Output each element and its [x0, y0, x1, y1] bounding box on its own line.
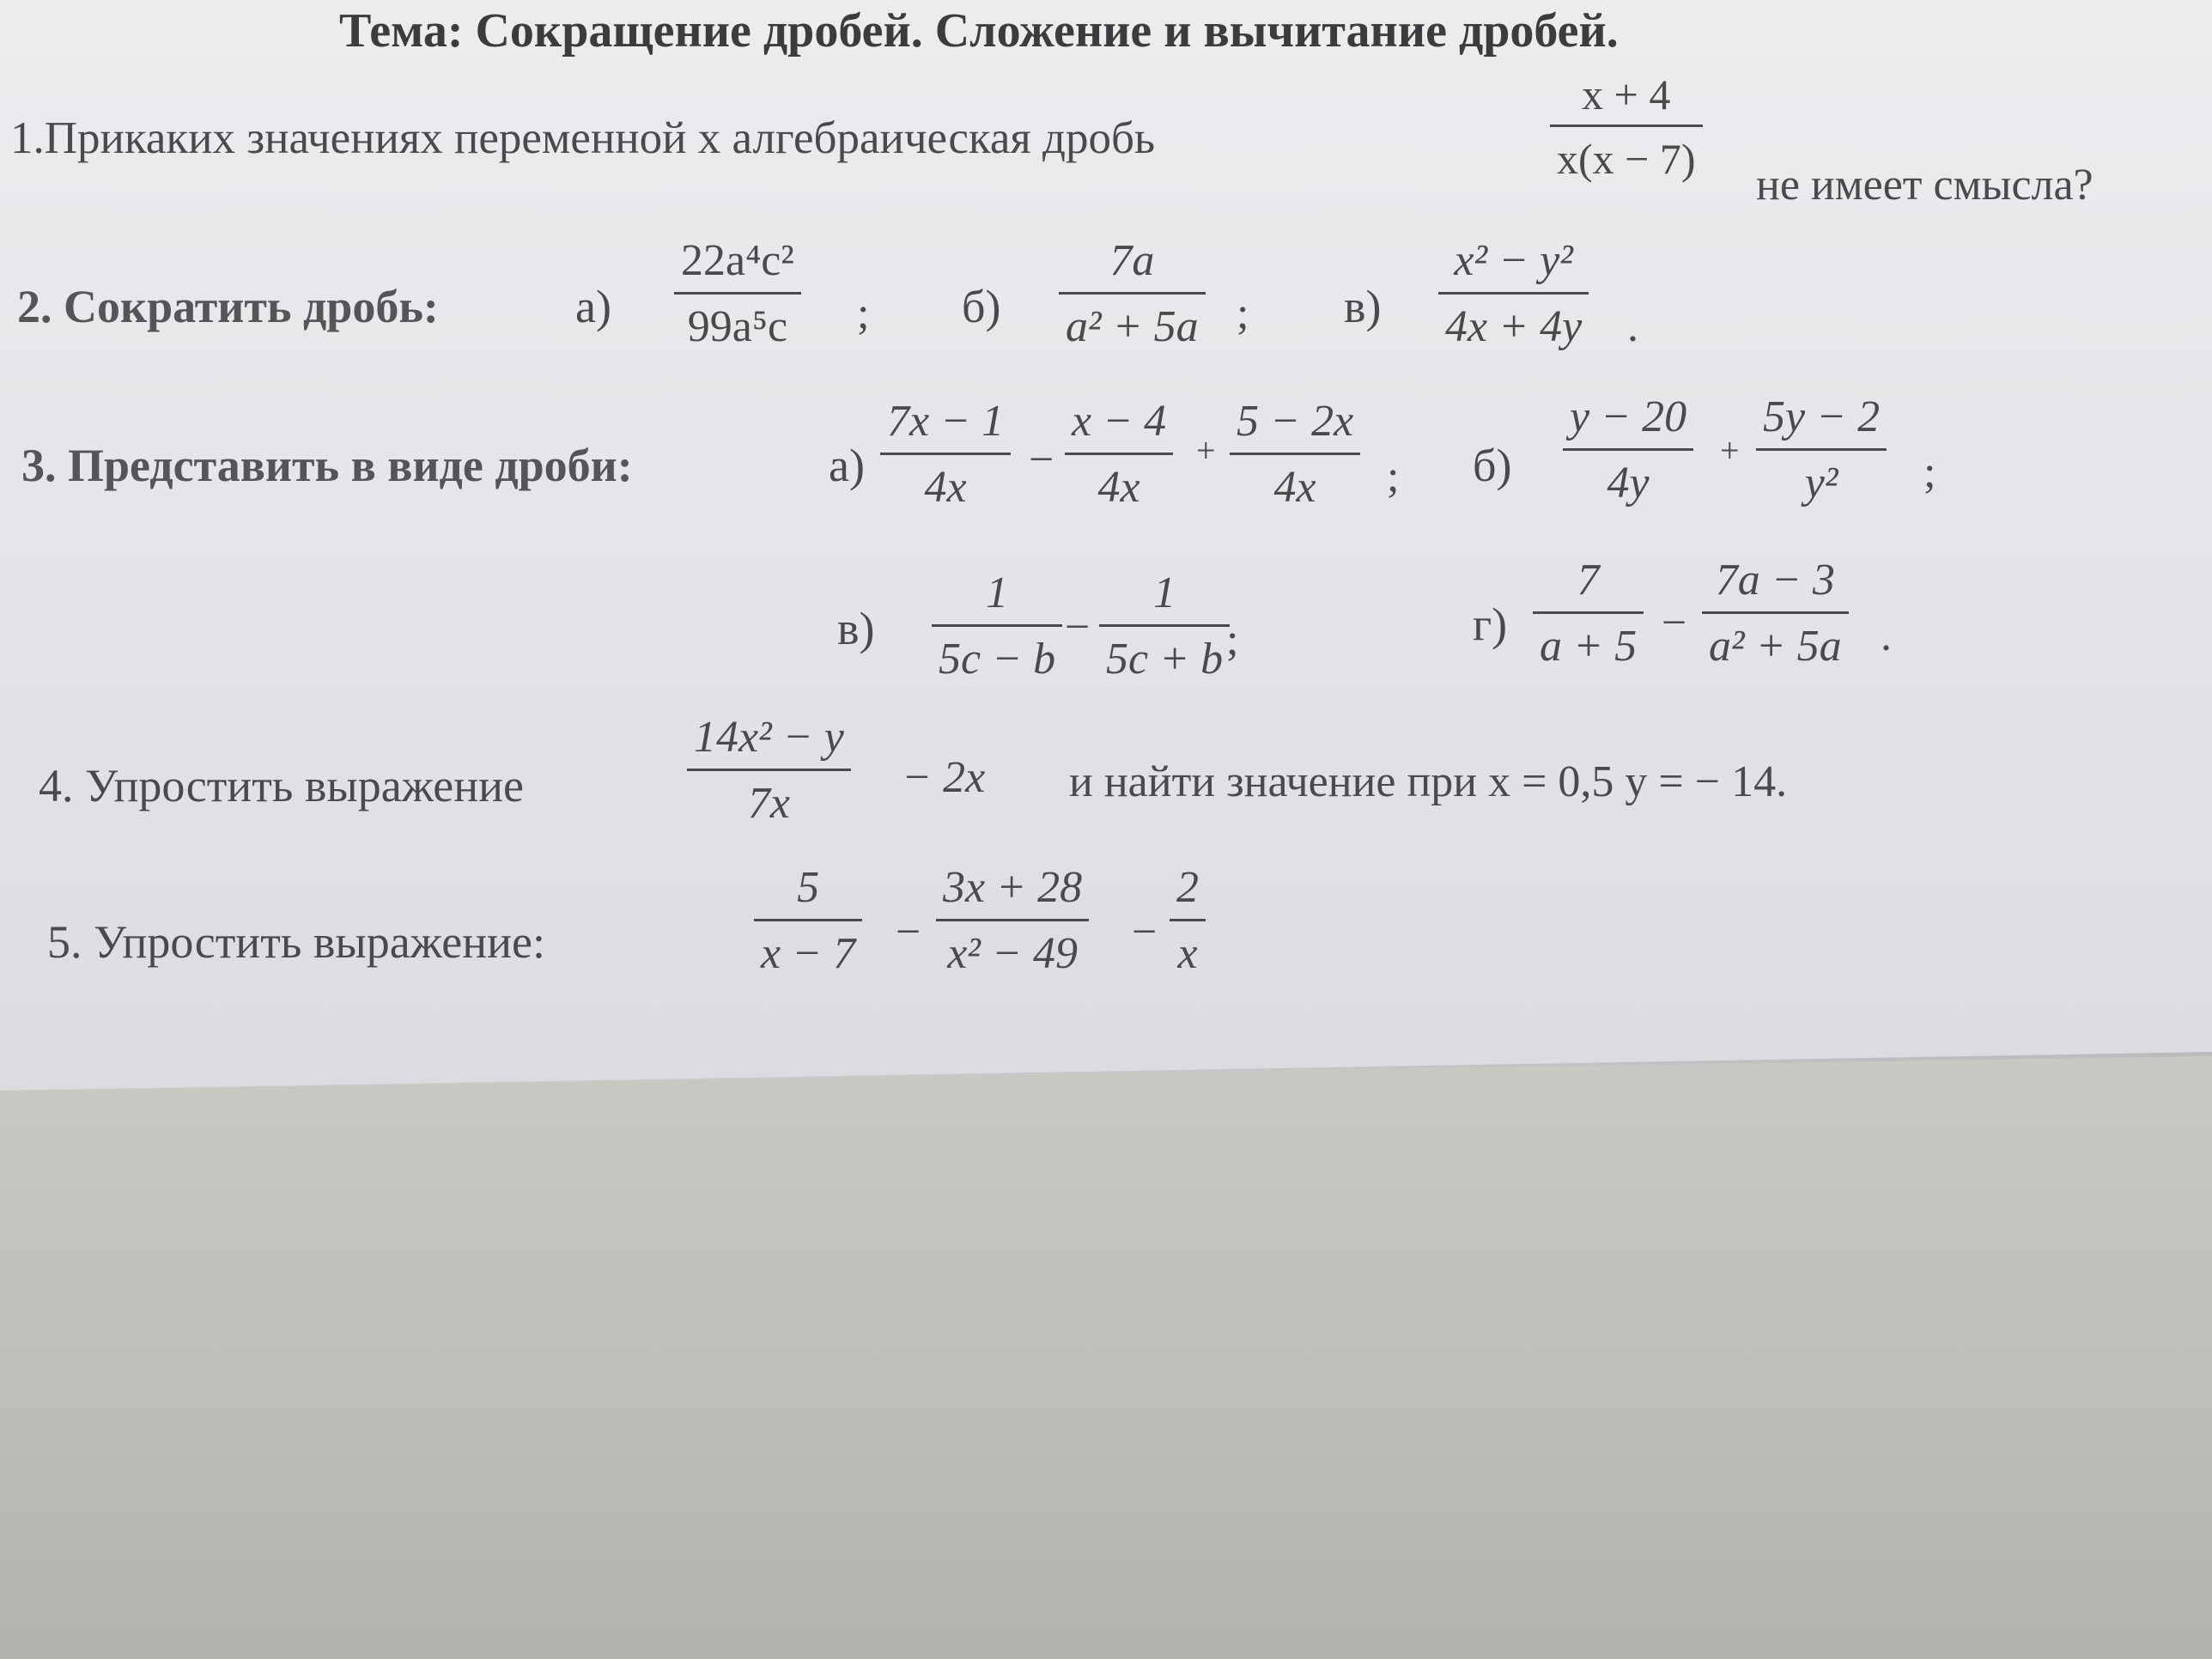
task2-v-fraction	[1438, 236, 1589, 351]
denominator: a² + 5a	[1709, 622, 1842, 671]
denominator: x² − 49	[947, 929, 1078, 978]
table-surface	[0, 1056, 2212, 1659]
numerator: 5	[797, 863, 820, 912]
separator: ;	[1237, 289, 1249, 338]
minus-sign: −	[1029, 435, 1054, 484]
task2-v-label: в)	[1344, 281, 1382, 332]
numerator: 1	[986, 568, 1009, 617]
denominator: x − 7	[761, 929, 856, 978]
task3-v-label: в)	[837, 603, 875, 654]
denominator: 4x	[1097, 463, 1140, 512]
task3-a-fraction-1	[880, 399, 1011, 510]
page-title: Тема: Сокращение дробей. Сложение и вычитание дробей.	[339, 4, 1619, 58]
separator: ;	[857, 289, 870, 338]
task3-a-fraction-3	[1230, 399, 1360, 510]
denominator: 4y	[1607, 459, 1650, 507]
period: .	[1881, 611, 1892, 660]
task3-label: 3. Представить в виде дроби:	[21, 440, 633, 491]
task2-a-denominator: 99a⁵c	[687, 302, 788, 351]
numerator: 7	[1577, 556, 1600, 605]
task3-g-label: г)	[1473, 599, 1508, 650]
task3-b-label: б)	[1473, 440, 1512, 491]
task3-a-label: а)	[829, 440, 865, 491]
minus-sign: −	[1662, 599, 1687, 647]
task2-b-denominator: a² + 5a	[1066, 302, 1199, 351]
separator: ;	[1226, 616, 1239, 665]
numerator: 5 − 2x	[1237, 397, 1354, 446]
separator: ;	[1923, 448, 1936, 497]
denominator: 4x	[924, 463, 967, 512]
task5-label: 5. Упростить выражение:	[47, 916, 545, 968]
numerator: 5y − 2	[1763, 392, 1881, 441]
task1-text: 1.Прикаких значениях переменной х алгебраическая дробь	[10, 113, 1156, 163]
task3-v-fraction-2	[1099, 568, 1230, 684]
task5-fraction-2	[936, 863, 1089, 978]
task1-fraction	[1550, 70, 1703, 183]
numerator: 1	[1153, 568, 1176, 617]
denominator: 5c − b	[939, 635, 1056, 684]
task3-g-fraction-2	[1702, 558, 1849, 669]
task4-fraction	[687, 715, 851, 826]
numerator: 7a − 3	[1715, 556, 1835, 605]
numerator: 7x − 1	[887, 397, 1005, 446]
task3-a-fraction-2	[1065, 399, 1173, 510]
numerator: 3x + 28	[943, 863, 1083, 912]
task4-rest: − 2x	[902, 753, 986, 802]
minus-sign: −	[1065, 603, 1091, 652]
numerator: 14x² − y	[694, 713, 844, 762]
task2-v-numerator: x² − y²	[1454, 236, 1573, 285]
numerator: y − 20	[1570, 392, 1687, 441]
task2-label: 2. Сократить дробь:	[17, 281, 439, 332]
task4-label: 4. Упростить выражение	[39, 760, 524, 811]
task2-a-fraction	[674, 236, 801, 351]
task2-v-denominator: 4x + 4y	[1445, 302, 1583, 351]
task4-tail: и найти значение при x = 0,5 y = − 14.	[1069, 757, 1788, 806]
task3-b-fraction-2	[1756, 392, 1887, 507]
denominator: a + 5	[1540, 622, 1638, 671]
task3-v-fraction-1	[932, 568, 1062, 684]
denominator: x	[1177, 929, 1198, 978]
denominator: 5c + b	[1106, 635, 1224, 684]
separator: ;	[1387, 453, 1400, 501]
task2-b-numerator: 7a	[1109, 236, 1155, 285]
numerator: x − 4	[1072, 397, 1167, 446]
task2-a-label: а)	[575, 281, 611, 332]
plus-sign: +	[1720, 431, 1740, 470]
task2-b-fraction	[1059, 236, 1206, 351]
denominator: y²	[1804, 459, 1838, 507]
denominator: 4x	[1273, 463, 1316, 512]
numerator: 2	[1176, 863, 1199, 912]
task3-g-fraction-1	[1533, 558, 1644, 669]
minus-sign: −	[896, 908, 921, 957]
task2-b-label: б)	[962, 281, 1001, 332]
plus-sign: +	[1196, 431, 1216, 470]
period: .	[1627, 302, 1638, 351]
task3-b-fraction-1	[1563, 392, 1693, 507]
task5-fraction-3	[1170, 863, 1206, 978]
task5-fraction-1	[754, 863, 862, 978]
task1-tail: не имеет смысла?	[1756, 161, 2094, 210]
denominator: 7x	[747, 779, 790, 828]
task2-a-numerator: 22a⁴c²	[681, 236, 794, 285]
task1-denominator: x(x − 7)	[1557, 135, 1696, 183]
task1-numerator: x + 4	[1582, 70, 1671, 118]
minus-sign: −	[1132, 908, 1158, 957]
